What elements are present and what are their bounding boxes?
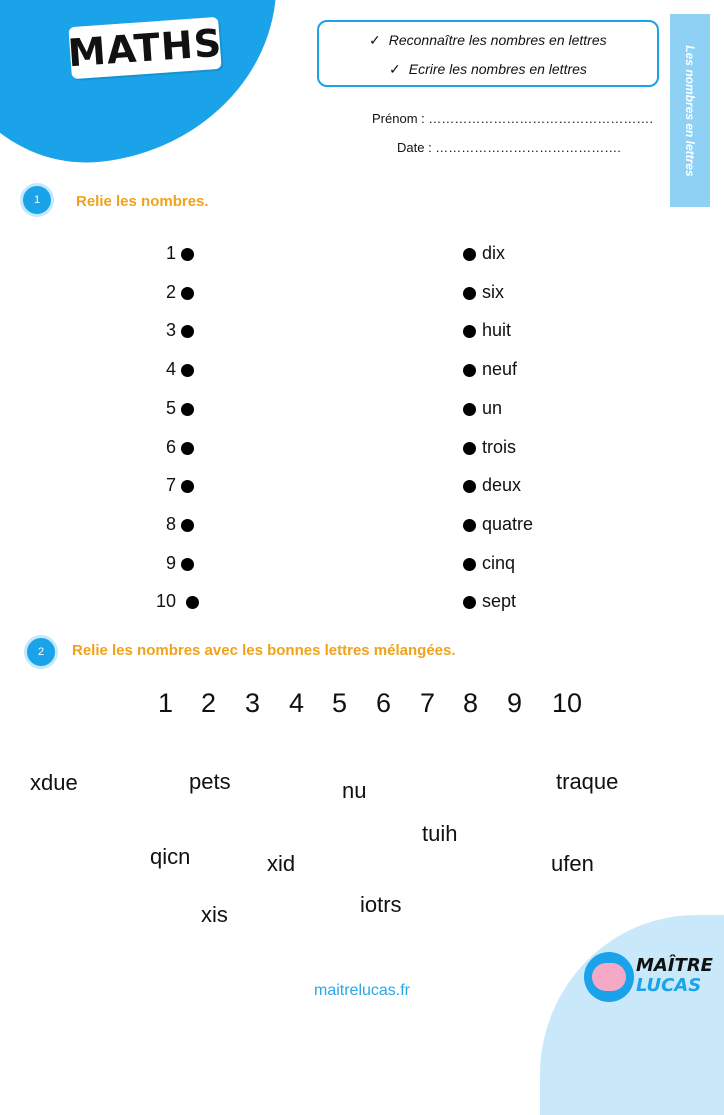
scrambled-word: pets bbox=[189, 769, 231, 794]
right-word: huit bbox=[482, 320, 512, 341]
right-word: dix bbox=[482, 243, 506, 263]
right-dot[interactable] bbox=[463, 596, 476, 609]
logo-line-2: LUCAS bbox=[636, 975, 702, 996]
left-number: 4 bbox=[165, 359, 176, 380]
left-dot[interactable] bbox=[181, 442, 194, 455]
target-number: 3 bbox=[245, 688, 261, 718]
left-dot[interactable] bbox=[181, 325, 194, 338]
right-word: cinq bbox=[482, 552, 516, 573]
exercise-1-title: Relie les nombres. bbox=[76, 193, 209, 210]
right-word: neuf bbox=[482, 359, 518, 380]
target-number: 2 bbox=[201, 688, 217, 718]
objective-item bbox=[389, 61, 587, 78]
exercise-2-title: Relie les nombres avec les bonnes lettres mélangées. bbox=[72, 642, 456, 659]
exercise-1-number: 1 bbox=[20, 183, 54, 217]
objective-text: Reconnaître les nombres en lettres bbox=[388, 32, 607, 48]
right-dot[interactable] bbox=[463, 325, 476, 338]
left-dot[interactable] bbox=[181, 364, 194, 377]
right-word: un bbox=[482, 397, 503, 418]
right-dot[interactable] bbox=[463, 480, 476, 493]
left-number: 3 bbox=[165, 320, 176, 341]
right-dot[interactable] bbox=[463, 519, 476, 532]
right-word: six bbox=[482, 281, 504, 302]
subject-badge-label: MATHS bbox=[66, 20, 224, 76]
right-dot[interactable] bbox=[463, 364, 476, 377]
footer-site[interactable]: maitrelucas.fr bbox=[313, 982, 411, 999]
target-number: 4 bbox=[289, 688, 305, 718]
right-word: sept bbox=[482, 591, 517, 612]
left-dot[interactable] bbox=[181, 248, 194, 261]
objectives-box bbox=[317, 20, 659, 87]
check-icon: ✓ bbox=[389, 61, 401, 77]
right-dot[interactable] bbox=[463, 248, 476, 261]
left-number: 6 bbox=[165, 436, 176, 457]
right-word: trois bbox=[482, 436, 517, 457]
date-field[interactable]: Date : ……………………………………. bbox=[397, 140, 621, 155]
left-number: 9 bbox=[165, 552, 176, 573]
target-number: 9 bbox=[507, 688, 523, 718]
scrambled-word: xid bbox=[267, 851, 296, 876]
check-icon: ✓ bbox=[369, 32, 381, 48]
left-dot[interactable] bbox=[186, 596, 199, 609]
scrambled-word: traque bbox=[556, 769, 619, 794]
prenom-field[interactable]: Prénom : ……………………………………………. bbox=[372, 111, 653, 126]
scrambled-word: xdue bbox=[30, 770, 78, 795]
left-number: 1 bbox=[165, 243, 176, 263]
right-word: quatre bbox=[482, 513, 534, 534]
scrambled-word: tuih bbox=[422, 821, 458, 846]
target-number: 10 bbox=[552, 688, 583, 718]
left-number: 10 bbox=[155, 591, 176, 612]
right-dot[interactable] bbox=[463, 403, 476, 416]
left-dot[interactable] bbox=[181, 403, 194, 416]
brain-icon bbox=[584, 952, 634, 1002]
target-number: 7 bbox=[420, 688, 436, 718]
exercise-2-number: 2 bbox=[24, 635, 58, 669]
objective-item bbox=[369, 32, 607, 49]
left-dot[interactable] bbox=[181, 287, 194, 300]
target-number: 6 bbox=[376, 688, 392, 718]
scrambled-word: nu bbox=[342, 778, 367, 803]
left-dot[interactable] bbox=[181, 519, 194, 532]
objective-text: Ecrire les nombres en lettres bbox=[408, 61, 587, 77]
right-word: deux bbox=[482, 475, 522, 496]
side-tab bbox=[670, 14, 710, 207]
side-tab-label: Les nombres en lettres bbox=[683, 44, 697, 177]
right-dot[interactable] bbox=[463, 287, 476, 300]
left-number: 5 bbox=[165, 397, 176, 418]
scrambled-word: iotrs bbox=[360, 892, 402, 917]
target-number: 1 bbox=[158, 688, 174, 718]
right-dot[interactable] bbox=[463, 442, 476, 455]
scrambled-word: qicn bbox=[150, 844, 191, 869]
logo-line-1: MAÎTRE bbox=[636, 955, 713, 976]
left-number: 8 bbox=[165, 513, 176, 534]
corner-blob-bottom bbox=[540, 915, 724, 1115]
left-number: 7 bbox=[165, 475, 176, 496]
subject-badge bbox=[66, 17, 224, 79]
left-number: 2 bbox=[165, 281, 176, 302]
target-number: 5 bbox=[332, 688, 348, 718]
left-dot[interactable] bbox=[181, 558, 194, 571]
target-number: 8 bbox=[463, 688, 479, 718]
scrambled-word: ufen bbox=[551, 851, 594, 876]
left-dot[interactable] bbox=[181, 480, 194, 493]
right-dot[interactable] bbox=[463, 558, 476, 571]
scrambled-word: xis bbox=[201, 902, 228, 927]
